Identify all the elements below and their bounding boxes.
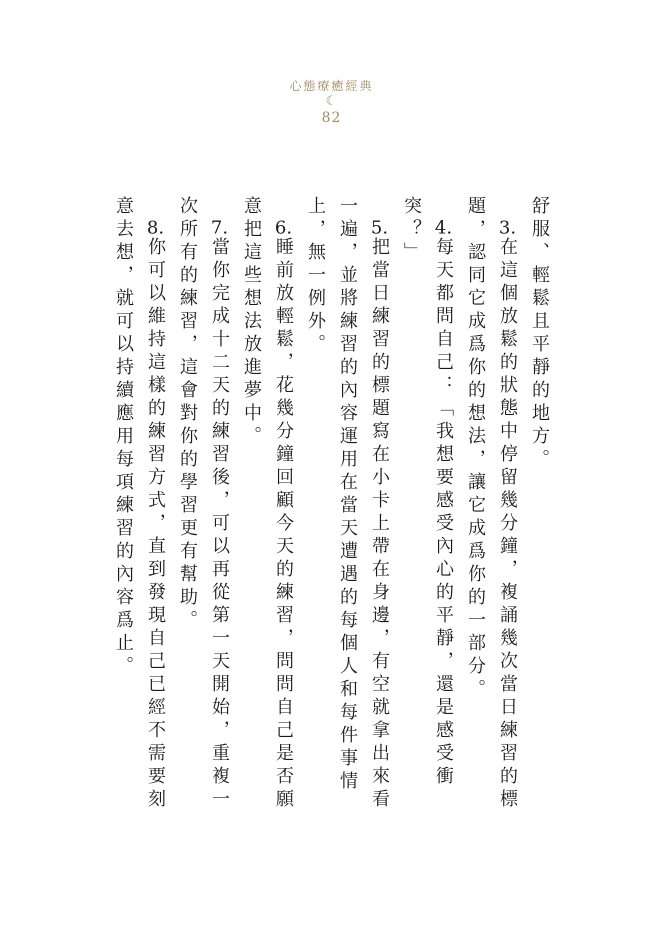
list-item-6 <box>235 196 299 830</box>
list-item-number: 6. <box>274 219 293 238</box>
list-item-4 <box>395 196 459 830</box>
paragraph-text: 你可以維持這樣的練習方式，直到發現自己已經不需要刻意去想，就可以持續應用每項練習的內容爲止。 <box>113 196 166 813</box>
list-item-number: 7. <box>210 219 229 238</box>
page-number: 82 <box>321 110 342 126</box>
paragraph-text: 睡前放輕鬆，花幾分鐘回顧今天的練習，問問自己是否願意把這些想法放進夢中。 <box>241 196 294 813</box>
list-item-number: 4. <box>434 219 453 238</box>
running-title: 心態療癒經典 <box>289 79 374 93</box>
paragraph-continuation <box>523 196 555 830</box>
list-item-5 <box>299 196 395 830</box>
crescent-moon-icon: ☾ <box>325 94 338 109</box>
list-item-number: 5. <box>370 219 389 238</box>
page-header <box>0 78 663 127</box>
paragraph-text: 當你完成十二天的練習後，可以再從第一天開始，重複一次所有的練習，這會對你的學習更有幫助。 <box>177 196 230 813</box>
list-item-number: 8. <box>146 219 165 238</box>
list-item-3 <box>459 196 523 830</box>
list-item-7 <box>171 196 235 830</box>
paragraph-text: 把當日練習的標題寫在小卡上帶在身邊，有空就拿出來看一遍，並將練習的內容運用在當天遭遇的每個人和每件事情上，無一例外。 <box>305 196 390 813</box>
list-item-8 <box>107 196 171 830</box>
paragraph-text: 舒服、輕鬆且平靜的地方。 <box>529 196 550 472</box>
paragraph-text: 每天都問自己：「我想要感受內心的平靜，還是感受衝突？」 <box>401 196 454 790</box>
list-item-number: 3. <box>498 219 517 238</box>
vertical-text-body <box>113 196 555 830</box>
paragraph-text: 在這個放鬆的狀態中停留幾分鐘，複誦幾次當日練習的標題，認同它成爲你的想法，讓它成爲你的一部分。 <box>465 196 518 813</box>
